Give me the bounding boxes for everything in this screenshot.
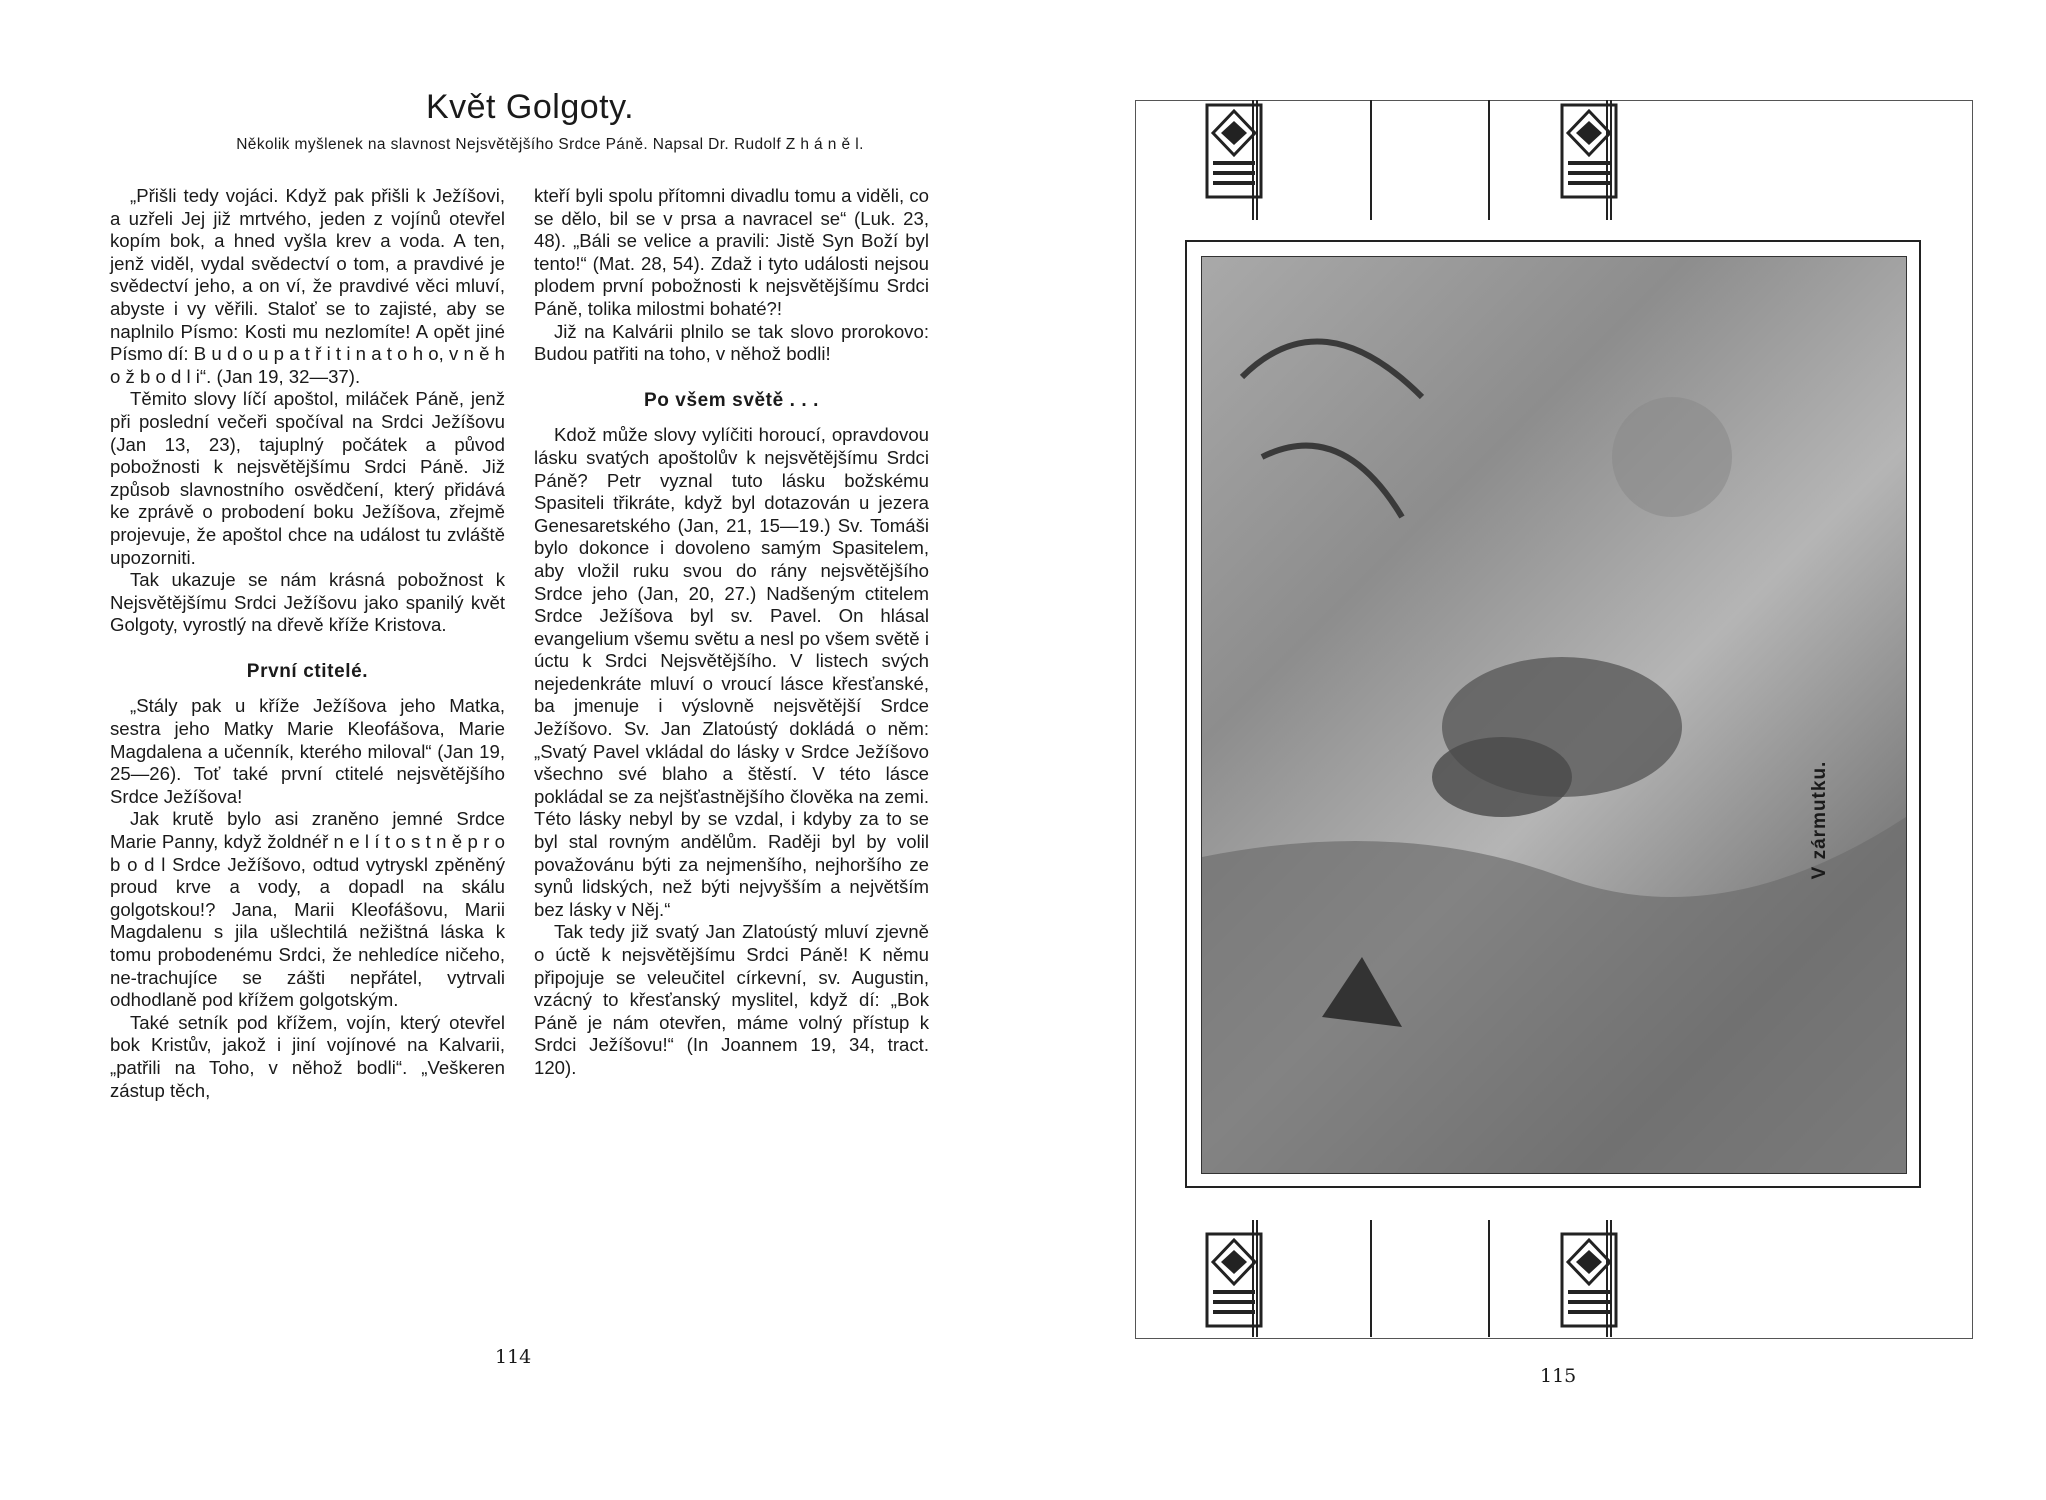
article-title: Květ Golgoty.	[425, 88, 635, 126]
paragraph: Také setník pod křížem, vojín, který otevřel bok Kristův, jakož i jiní vojínové na Kalvarii, „patřili na Toho, v něhož bodli“. „Veškeren zástup těch,	[110, 1011, 505, 1101]
page-number-left: 114	[495, 1346, 532, 1368]
section-heading: První ctitelé.	[246, 660, 369, 682]
plate-caption: V zármutku.	[1809, 760, 1830, 880]
text-column-1	[110, 185, 505, 1102]
paragraph: Již na Kalvárii plnilo se tak slovo prorokovo: Budou patřiti na toho, v něhož bodli!	[534, 320, 929, 365]
ornament-icon	[1205, 1232, 1263, 1328]
frame-rule	[1370, 100, 1372, 220]
paragraph: Jak krutě bylo asi zraněno jemné Srdce Marie Panny, když žoldnéř n e l í t o s t n ě p r o b o d l Srdce Ježíšovo, odtud vytryskl zpěněný proud krve a vody, a dopadl na skálu golgotskou!? Jana, Marii Kleofášovu, Marii Magdalenu s jila ušlechtilá nežištná láska k tomu probodenému Srdci, že nehledíce ničeho, ne-trachujíce se zášti nepřátel, vytrvali odhodlaně pod křížem golgotským.	[110, 808, 505, 1011]
section-heading: Po všem světě . . .	[643, 389, 820, 411]
article-subtitle: Několik myšlenek na slavnost Nejsvětějšího Srdce Páně. Napsal Dr. Rudolf Z h á n ě l.	[236, 136, 864, 153]
frame-rule	[1370, 1220, 1372, 1337]
paragraph: Tak tedy již svatý Jan Zlatoústý mluví zjevně o úctě k nejsvětějšímu Srdci Páně! K němu připojuje se veleučitel církevní, sv. Augustin, vzácný to křesťanský myslitel, když dí: „Bok Páně je nám otevřen, máme volný přístup k Srdci Ježíšovu!“ (In Joannem 19, 34, tract. 120).	[534, 921, 929, 1078]
frame-rule	[1488, 100, 1490, 220]
ornament-icon	[1560, 103, 1618, 199]
paragraph: kteří byli spolu přítomni divadlu tomu a viděli, co se dělo, bil se v prsa a navracel se“ (Luk. 23, 48). „Báli se velice a pravili: Jistě Syn Boží byl tento!“ (Mat. 28, 54). Zdaž i tyto události nejsou plodem první pobožnosti k nejsvětějšímu Srdci Páně, tolika milostmi bohaté?!	[534, 185, 929, 319]
text-column-2	[534, 185, 929, 1080]
illustration-plate	[1185, 240, 1921, 1188]
page-number-right: 115	[1540, 1365, 1577, 1387]
ornament-icon	[1205, 103, 1263, 199]
right-page	[1040, 0, 2046, 1500]
paragraph: Těmito slovy líčí apoštol, miláček Páně, jenž při poslední večeři spočíval na Srdci Ježíšovu (Jan 13, 23), tajuplný počátek a původ pobožnosti k nejsvětějšímu Srdci Páně. Již způsob slavnostního osvědčení, který přidává ke zprávě o probodení boku Ježíšova, zřejmě projevuje, že apoštol chce na událost tu zvláště upozorniti.	[110, 388, 505, 568]
paragraph: Tak ukazuje se nám krásná pobožnost k Nejsvětějšímu Srdci Ježíšovu jako spanilý květ Golgoty, vyrostlý na dřevě kříže Kristova.	[110, 569, 505, 636]
paragraph: „Přišli tedy vojáci. Když pak přišli k Ježíšovi, a uzřeli Jej již mrtvého, jeden z vojínů otevřel kopím bok, a hned vyšla krev a voda. A ten, jenž viděl, vydal svědectví o tom, a pravdivé je svědectví jeho, a on ví, že pravdivé věci mluví, abyste i vy věřili. Staloť se to zajisté, aby se naplnilo Písmo: Kosti mu nezlomíte! A opět jiné Písmo dí: B u d o u p a t ř i t i n a t o h o, v n ě h o ž b o d l i“. (Jan 19, 32—37).	[110, 185, 505, 387]
illustration-image	[1201, 256, 1907, 1174]
paragraph: „Stály pak u kříže Ježíšova jeho Matka, sestra jeho Matky Marie Kleofášova, Marie Magdalena a učenník, kterého miloval“ (Jan 19, 25—26). Toť také první ctitelé nejsvětějšího Srdce Ježíšova!	[110, 695, 505, 807]
frame-rule	[1488, 1220, 1490, 1337]
paragraph: Kdož může slovy vylíčiti horoucí, opravdovou lásku svatých apoštolův k nejsvětějšímu Srdci Páně? Petr vyznal tuto lásku božskému Spasiteli třikráte, když byl dotazován u jezera Genesaretského (Jan, 21, 15—19.) Sv. Tomáši bylo dokonce i dovoleno samým Spasitelem, aby vložil ruku svou do rány nejsvětějšího Srdce jeho (Jan, 20, 27.) Nadšeným ctitelem Srdce Ježíšova byl sv. Pavel. On hlásal evangelium všemu světu a nesl po všem světě i úctu k Srdci Nejsvětějšího. V listech svých nejedenkráte mluví o vroucí lásce křesťanské, ba jmenuje i výslovně nejsvětější Srdce Ježíšovo. Sv. Jan Zlatoústý dokládá o něm: „Svatý Pavel vkládal do lásky v Srdce Ježíšovo všechno své blaho a štěstí. V této lásce pokládal se za nejšťastnějšího člověka na zemi. Této lásky nebyl by se vzdal, i kdyby za to se byl stal rovným andělům. Raději byl by volil považovánu býti za nejmenšího, nejhoršího ze synů lidských, než býti nejvyšším a největším bez lásky v Něj.“	[534, 424, 929, 920]
ornament-icon	[1560, 1232, 1618, 1328]
